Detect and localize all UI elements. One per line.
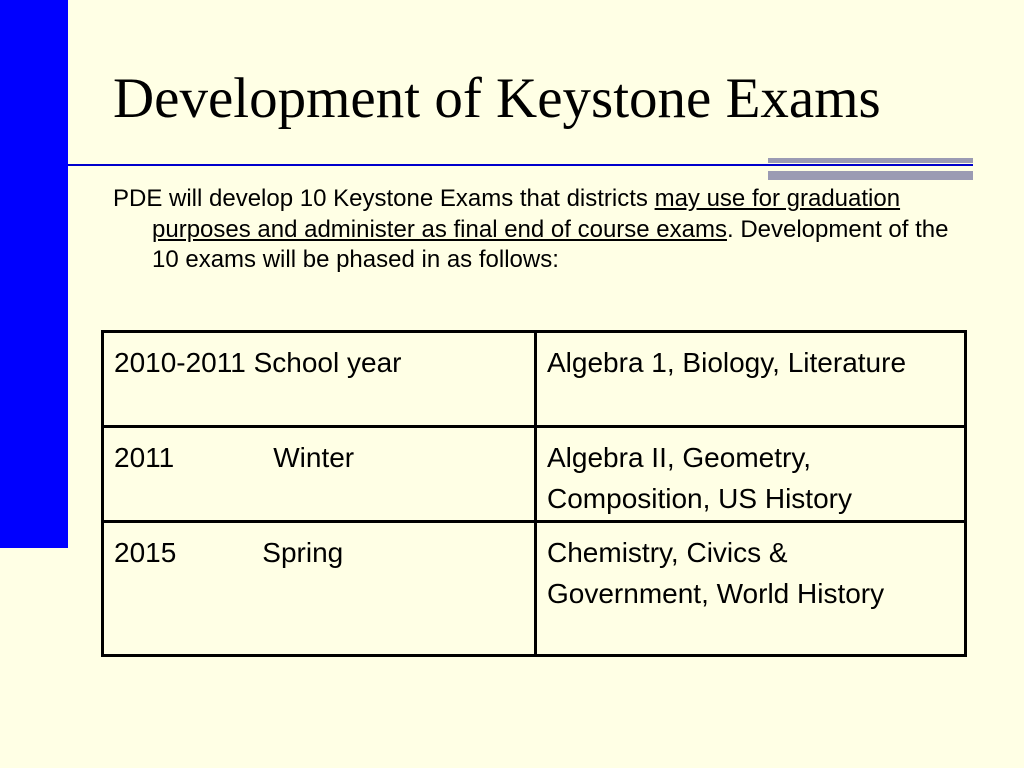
period-cell: [103, 427, 536, 522]
table-row: [103, 522, 966, 656]
subjects-cell: Chemistry, Civics & Government, World History: [536, 522, 966, 656]
intro-text-end: . Development of the 10 exams will be phased in as follows:: [152, 215, 949, 273]
period-year: 2011: [114, 442, 175, 473]
table-row: [103, 332, 966, 427]
intro-underlined-text: may use for graduation purposes and administer as final end of course exams: [152, 185, 901, 243]
period-year: 2010-2011 School year: [114, 347, 402, 378]
period-year: 2015: [114, 537, 177, 568]
table-row: [103, 427, 966, 522]
subjects-cell: Algebra 1, Biology, Literature: [536, 332, 966, 427]
period-cell: [103, 522, 536, 656]
exam-schedule-table: [101, 330, 967, 657]
period-season: Spring: [262, 537, 344, 568]
title-rule-gray-bottom: [768, 171, 973, 180]
period-season: Winter: [273, 442, 355, 473]
title-rule-gray-top: [768, 158, 973, 163]
accent-bar: [0, 0, 68, 548]
slide-title: Development of Keystone Exams: [113, 67, 881, 130]
subjects-cell: Algebra II, Geometry, Composition, US History: [536, 427, 966, 522]
intro-text-start: PDE will develop 10 Keystone Exams that districts: [113, 185, 655, 212]
intro-paragraph: [113, 184, 952, 276]
title-rule: [68, 164, 973, 166]
period-cell: [103, 332, 536, 427]
